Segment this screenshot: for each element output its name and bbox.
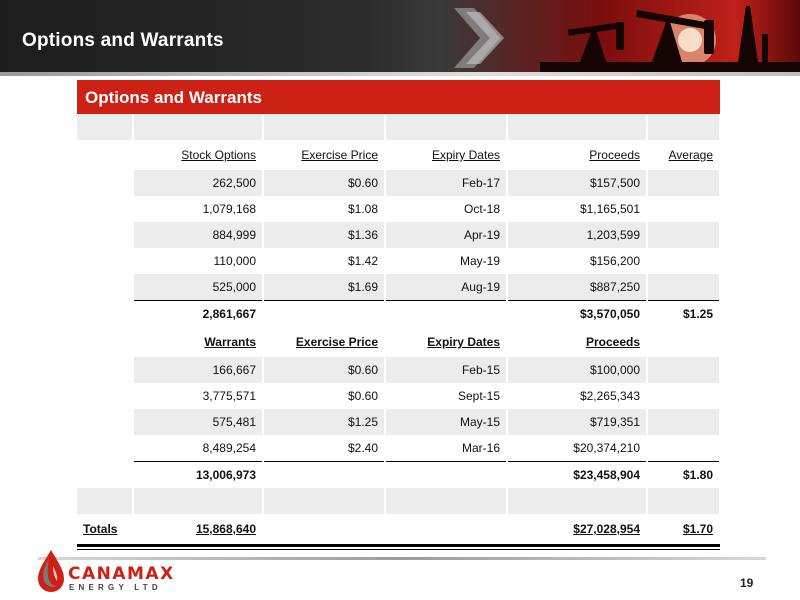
table-row xyxy=(77,222,720,248)
logo-subtitle: ENERGY LTD xyxy=(69,583,162,592)
proceeds: 1,203,599 xyxy=(507,222,647,248)
exercise-price: $1.42 xyxy=(263,248,385,274)
exercise-price: $1.36 xyxy=(263,222,385,248)
exercise-price: $1.25 xyxy=(263,409,385,435)
warrants-count: 166,667 xyxy=(133,357,263,383)
flame-drop-icon xyxy=(36,548,66,594)
warrants-header-row xyxy=(77,327,720,357)
col-header-exercise-price: Exercise Price xyxy=(263,140,385,170)
oil-pumpjack-silhouette xyxy=(540,0,800,72)
exercise-price: $0.60 xyxy=(263,357,385,383)
logo-wordmark: CANAMAX xyxy=(68,564,175,584)
options-count: 110,000 xyxy=(133,248,263,274)
page-number: 19 xyxy=(740,576,754,590)
col-header-stock-options: Stock Options xyxy=(133,140,263,170)
totals-label: Totals xyxy=(77,514,133,544)
table-bottom-rule xyxy=(77,544,720,547)
warrants-average: $1.80 xyxy=(647,462,720,489)
col-header-exercise-price: Exercise Price xyxy=(263,327,385,357)
expiry-date: Oct-18 xyxy=(385,196,507,222)
expiry-date: May-19 xyxy=(385,248,507,274)
table-row xyxy=(77,274,720,301)
proceeds: $887,250 xyxy=(507,274,647,301)
proceeds: $2,265,343 xyxy=(507,383,647,409)
canamax-logo xyxy=(36,548,186,596)
options-count: 1,079,168 xyxy=(133,196,263,222)
exercise-price: $1.69 xyxy=(263,274,385,301)
table-row xyxy=(77,383,720,409)
spacer-row xyxy=(77,488,720,514)
spacer-row xyxy=(77,114,720,140)
warrants-count: 3,775,571 xyxy=(133,383,263,409)
exercise-price: $2.40 xyxy=(263,435,385,462)
proceeds: $100,000 xyxy=(507,357,647,383)
totals-proceeds: $27,028,954 xyxy=(507,514,647,544)
table-row xyxy=(77,248,720,274)
warrants-subtotal-row xyxy=(77,462,720,489)
data-table xyxy=(77,114,721,544)
options-header-row xyxy=(77,140,720,170)
col-header-warrants: Warrants xyxy=(133,327,263,357)
col-header-expiry-dates: Expiry Dates xyxy=(385,327,507,357)
col-header-proceeds: Proceeds xyxy=(507,327,647,357)
table-row xyxy=(77,357,720,383)
totals-count: 15,868,640 xyxy=(133,514,263,544)
chevron-arrow-icon xyxy=(452,8,512,68)
title-banner xyxy=(0,0,800,72)
options-warrants-table xyxy=(77,80,720,550)
totals-row xyxy=(77,514,720,544)
expiry-date: Apr-19 xyxy=(385,222,507,248)
options-count: 262,500 xyxy=(133,170,263,196)
table-row xyxy=(77,170,720,196)
options-count: 884,999 xyxy=(133,222,263,248)
proceeds: $157,500 xyxy=(507,170,647,196)
warrants-total-count: 13,006,973 xyxy=(133,462,263,489)
warrants-total-proceeds: $23,458,904 xyxy=(507,462,647,489)
options-total-proceeds: $3,570,050 xyxy=(507,301,647,328)
options-total-count: 2,861,667 xyxy=(133,301,263,328)
expiry-date: Feb-15 xyxy=(385,357,507,383)
expiry-date: Aug-19 xyxy=(385,274,507,301)
expiry-date: Feb-17 xyxy=(385,170,507,196)
expiry-date: May-15 xyxy=(385,409,507,435)
slide-title: Options and Warrants xyxy=(22,30,224,51)
exercise-price: $1.08 xyxy=(263,196,385,222)
totals-average: $1.70 xyxy=(647,514,720,544)
table-header: Options and Warrants xyxy=(77,80,720,114)
banner-divider xyxy=(0,72,800,76)
expiry-date: Mar-16 xyxy=(385,435,507,462)
col-header-proceeds: Proceeds xyxy=(507,140,647,170)
options-subtotal-row xyxy=(77,301,720,328)
exercise-price: $0.60 xyxy=(263,383,385,409)
col-header-average: Average xyxy=(647,140,720,170)
options-count: 525,000 xyxy=(133,274,263,301)
proceeds: $20,374,210 xyxy=(507,435,647,462)
exercise-price: $0.60 xyxy=(263,170,385,196)
table-row xyxy=(77,435,720,462)
table-row xyxy=(77,196,720,222)
warrants-count: 8,489,254 xyxy=(133,435,263,462)
warrants-count: 575,481 xyxy=(133,409,263,435)
expiry-date: Sept-15 xyxy=(385,383,507,409)
col-header-expiry-dates: Expiry Dates xyxy=(385,140,507,170)
table-row xyxy=(77,409,720,435)
proceeds: $1,165,501 xyxy=(507,196,647,222)
proceeds: $719,351 xyxy=(507,409,647,435)
options-average: $1.25 xyxy=(647,301,720,328)
proceeds: $156,200 xyxy=(507,248,647,274)
